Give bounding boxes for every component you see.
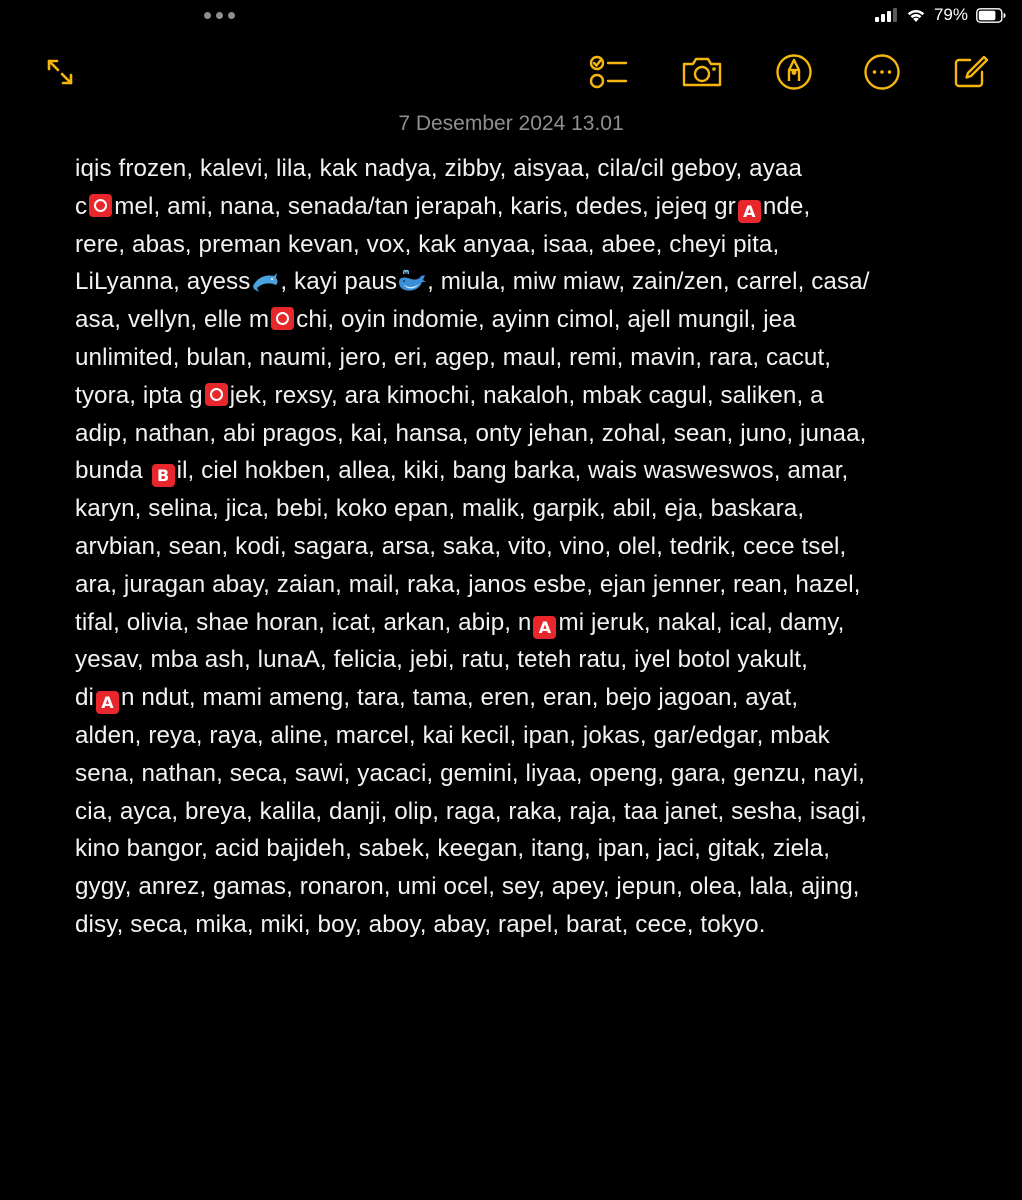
note-text-segment: karyn, selina, jica, bebi, koko epan, malik, garpik, abil, eja, baskara, (75, 495, 805, 523)
note-text-line (75, 490, 975, 528)
note-text-segment: tifal, olivia, shae horan, icat, arkan, abip, n (75, 608, 532, 636)
more-options-button[interactable] (858, 48, 906, 96)
note-text-line (75, 604, 975, 642)
battery-percent: 79% (933, 5, 968, 24)
multitasking-dots-icon[interactable] (204, 12, 235, 19)
note-text-segment: LiLyanna, ayess (75, 268, 251, 296)
o-blood-type-emoji-icon (205, 383, 228, 406)
note-text-segment: n ndut, mami ameng, tara, tama, eren, eran, bejo jagoan, ayat, (121, 684, 799, 712)
note-text-segment: cia, ayca, breya, kalila, danji, olip, raga, raka, raja, taa janet, sesha, isagi, (75, 797, 867, 825)
note-text-line (75, 793, 975, 831)
note-text-segment: , kayi paus (280, 268, 398, 296)
status-bar (0, 0, 1022, 34)
note-text-line (75, 377, 975, 415)
note-text-line (75, 679, 975, 717)
notes-toolbar (0, 48, 1022, 96)
note-text-segment: rere, abas, preman kevan, vox, kak anyaa, isaa, abee, cheyi pita, (75, 230, 780, 258)
note-text-line (75, 150, 975, 188)
note-text-segment: bunda (75, 457, 150, 485)
note-text-segment: c (75, 192, 88, 220)
signal-icon (874, 8, 898, 22)
status-indicators (874, 5, 1006, 25)
note-text-segment: jek, rexsy, ara kimochi, nakaloh, mbak cagul, saliken, a (229, 381, 824, 409)
note-text-line (75, 188, 975, 226)
note-text-segment: asa, vellyn, elle m (75, 306, 270, 334)
note-text-line (75, 830, 975, 868)
markup-button[interactable] (770, 48, 818, 96)
note-text-segment: iqis frozen, kalevi, lila, kak nadya, zibby, aisyaa, cila/cil geboy, ayaa (75, 155, 803, 182)
note-text-line (75, 755, 975, 793)
a-blood-type-emoji-icon: A (96, 691, 119, 714)
expand-button[interactable] (36, 48, 84, 96)
camera-button[interactable] (678, 48, 726, 96)
markup-pen-icon (774, 52, 814, 92)
note-text-segment: adip, nathan, abi pragos, kai, hansa, onty jehan, zohal, sean, juno, junaa, (75, 419, 867, 447)
note-text-segment: , miula, miw miaw, zain/zen, carrel, casa/ (427, 268, 870, 296)
camera-icon (680, 54, 724, 90)
note-text-segment: tyora, ipta g (75, 381, 203, 409)
whale-emoji-icon (397, 268, 427, 294)
note-text-segment: nde, (762, 192, 811, 220)
compose-button[interactable] (946, 48, 994, 96)
note-text-line (75, 528, 975, 566)
note-text-line (75, 717, 975, 755)
battery-icon (976, 8, 1006, 23)
note-text-line (75, 263, 975, 301)
dolphin-emoji-icon (250, 268, 280, 294)
note-text-line (75, 415, 975, 453)
note-body-text[interactable] (75, 150, 975, 944)
note-text-line (75, 868, 975, 906)
note-text-segment: chi, oyin indomie, ayinn cimol, ajell mungil, jea (296, 306, 796, 334)
note-text-segment: unlimited, bulan, naumi, jero, eri, agep, maul, remi, mavin, rara, cacut, (75, 343, 832, 371)
note-text-line (75, 452, 975, 490)
expand-arrows-icon (42, 54, 78, 90)
note-text-line (75, 641, 975, 679)
note-text-segment: ara, juragan abay, zaian, mail, raka, janos esbe, ejan jenner, rean, hazel, (75, 570, 861, 598)
note-text-line (75, 301, 975, 339)
wifi-icon (906, 8, 926, 23)
note-text-line (75, 906, 975, 944)
a-blood-type-emoji-icon: A (738, 200, 761, 223)
note-text-segment: mel, ami, nana, senada/tan jerapah, karis, dedes, jejeq gr (114, 192, 736, 220)
note-text-segment: gygy, anrez, gamas, ronaron, umi ocel, sey, apey, jepun, olea, lala, ajing, (75, 873, 860, 901)
a-blood-type-emoji-icon: A (533, 616, 556, 639)
note-text-line (75, 339, 975, 377)
ellipsis-circle-icon (862, 52, 902, 92)
note-date: 7 Desember 2024 13.01 (398, 112, 624, 135)
note-text-segment: yesav, mba ash, lunaA, felicia, jebi, ratu, teteh ratu, iyel botol yakult, (75, 646, 808, 674)
checklist-button[interactable] (584, 48, 632, 96)
note-text-line (75, 566, 975, 604)
compose-icon (950, 52, 990, 92)
note-text-segment: di (75, 684, 95, 712)
note-text-segment: alden, reya, raya, aline, marcel, kai kecil, ipan, jokas, gar/edgar, mbak (75, 721, 830, 749)
o-blood-type-emoji-icon (271, 307, 294, 330)
note-text-segment: disy, seca, mika, miki, boy, aboy, abay, rapel, barat, cece, tokyo. (75, 910, 766, 938)
note-text-segment: mi jeruk, nakal, ical, damy, (558, 608, 845, 636)
checklist-icon (586, 52, 630, 92)
note-text-segment: il, ciel hokben, allea, kiki, bang barka, wais wasweswos, amar, (176, 457, 849, 485)
note-text-segment: arvbian, sean, kodi, sagara, arsa, saka, vito, vino, olel, tedrik, cece tsel, (75, 532, 847, 560)
b-blood-type-emoji-icon: B (152, 464, 175, 487)
note-text-line (75, 226, 975, 264)
o-blood-type-emoji-icon (89, 194, 112, 217)
note-text-segment: sena, nathan, seca, sawi, yacaci, gemini, liyaa, openg, gara, genzu, nayi, (75, 759, 865, 787)
note-text-segment: kino bangor, acid bajideh, sabek, keegan, itang, ipan, jaci, gitak, ziela, (75, 835, 831, 863)
